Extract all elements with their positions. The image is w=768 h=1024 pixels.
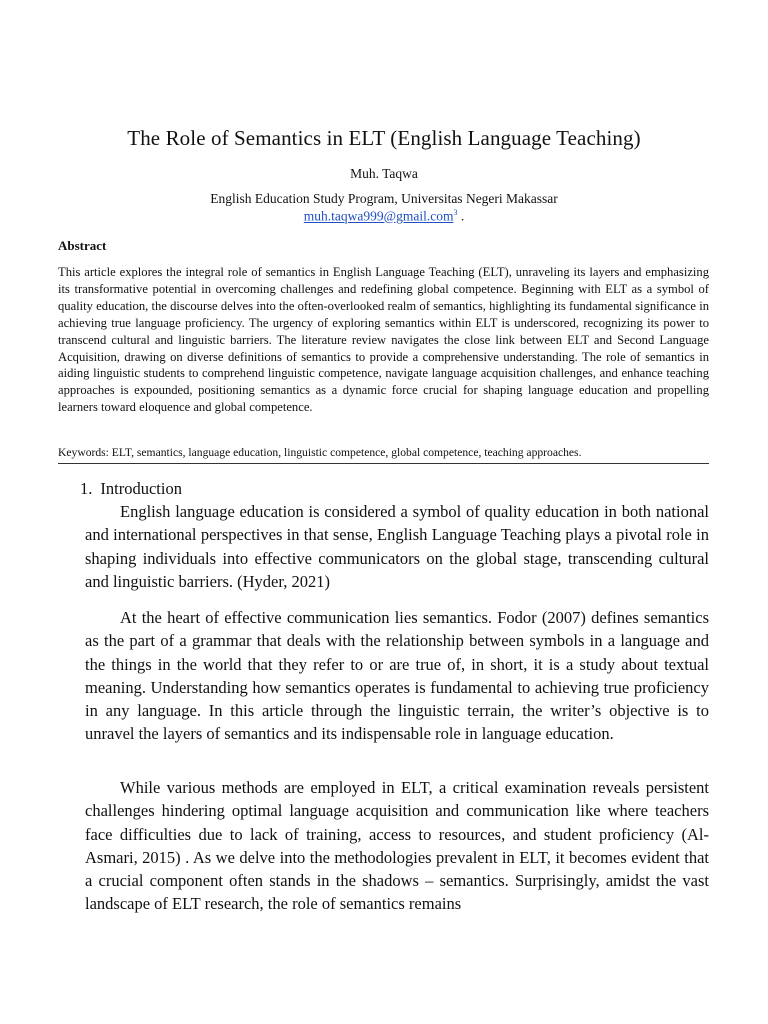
paragraph-text: While various methods are employed in ELT, a critical examination reveals persistent challenges hindering optimal language acquisition and communication like where teachers face difficulties due to lack of training, access to resources, and student proficiency (Al-Asmari, 2015) . As we delve into the methodologies prevalent in ELT, it becomes evident that a crucial component often stands in the shadows – semantics. Surprisingly, amidst the vast landscape of ELT research, the role of semantics remains [85, 778, 709, 914]
paragraph-text: English language education is considered a symbol of quality education in both national and international perspectives in that sense, English Language Teaching plays a pivotal role in shaping individuals into effective communicators on the global stage, transcending cultural and linguistic barriers. (Hyder, 2021) [85, 502, 709, 591]
abstract-text: This article explores the integral role of semantics in English Language Teaching (ELT), unraveling its layers and emphasizing its transformative potential in overcoming challenges and redefining global competence. Beginning with ELT as a symbol of quality education, the discourse delves into the often-overlooked realm of semantics, highlighting its fundamental significance in achieving true language proficiency. The urgency of exploring semantics within ELT is underscored, recognizing its power to transcend cultural and linguistic barriers. The literature review navigates the close link between ELT and Second Language Acquisition, drawing on diverse definitions of semantics to provide a comprehensive understanding. The role of semantics in aiding linguistic students to comprehend linguistic competence, navigate language acquisition challenges, and enhance teaching approaches is expounded, positioning semantics as a dynamic force crucial for shaping language education and propelling learners toward eloquence and global competence. [58, 265, 709, 415]
section-number: 1. [80, 479, 93, 498]
email-link[interactable]: muh.taqwa999@gmail.com [303, 208, 454, 224]
keywords: Keywords: ELT, semantics, language education, linguistic competence, global competence, teaching approaches. [58, 446, 582, 459]
divider [58, 463, 709, 464]
author-affiliation: English Education Study Program, Universitas Negeri Makassar [210, 191, 558, 206]
email-trailing: . [457, 208, 465, 224]
email-line [0, 208, 768, 225]
paper-title: The Role of Semantics in ELT (English Language Teaching) [127, 126, 641, 150]
email-footnote-marker: 3 [453, 208, 458, 217]
paragraph [85, 606, 709, 746]
section-heading [80, 479, 182, 499]
paragraph [85, 776, 709, 916]
author-name: Muh. Taqwa [350, 166, 418, 181]
paragraph [85, 500, 709, 593]
section-title: Introduction [100, 479, 182, 498]
abstract-heading: Abstract [58, 238, 107, 253]
paragraph-text: At the heart of effective communication lies semantics. Fodor (2007) defines semantics as the part of a grammar that deals with the relationship between symbols in a language and the things in the world that they refer to or are true of, in short, it is a study about textual meaning. Understanding how semantics operates is fundamental to achieving true proficiency in any language. In this article through the linguistic terrain, the writer’s objective is to unravel the layers of semantics and its indispensable role in language education. [85, 608, 709, 744]
